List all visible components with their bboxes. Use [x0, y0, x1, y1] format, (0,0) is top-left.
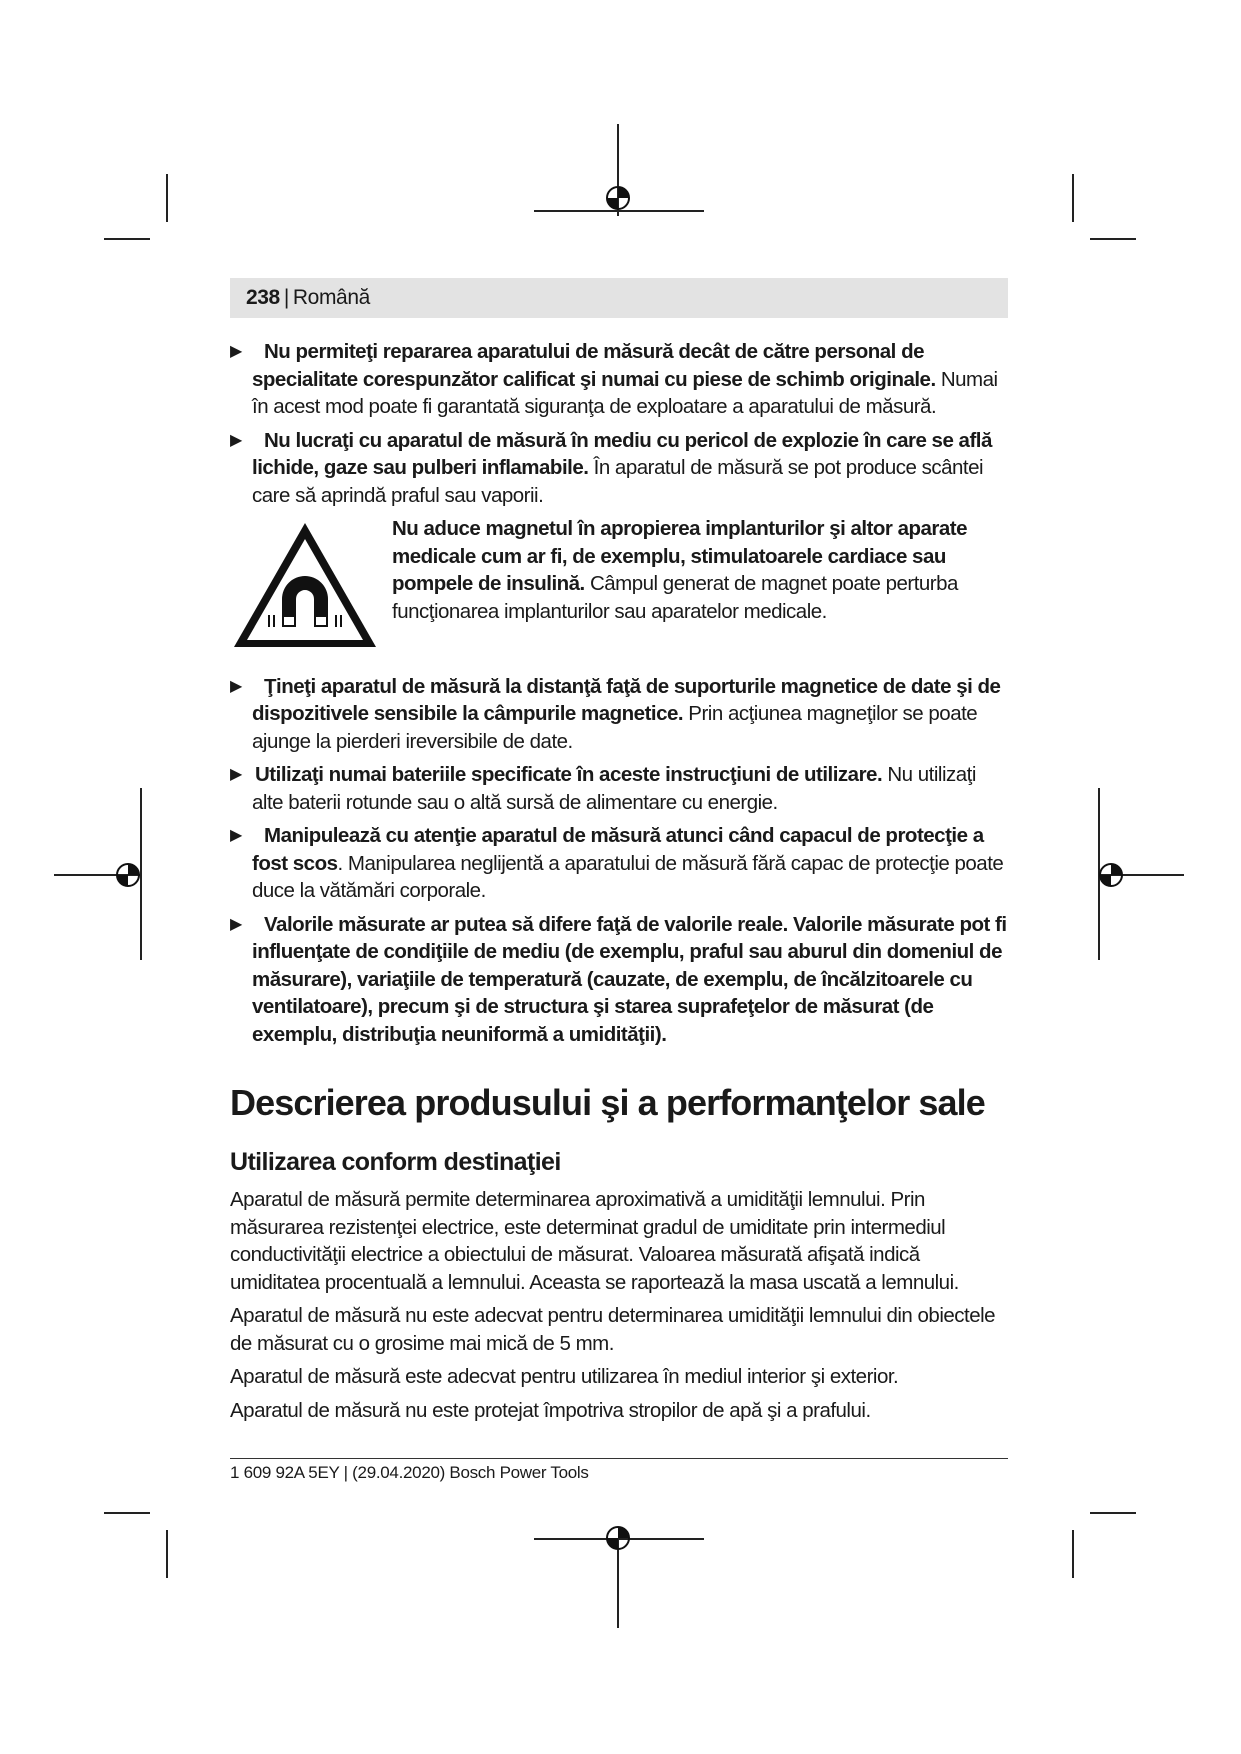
page-content — [230, 338, 1010, 1430]
safety-bullet — [230, 911, 1010, 1049]
bullet-bold-text: Ţineţi aparatul de măsură la distanţă faţă de suporturile magnetice de date şi de dispozitivele sensibile la câmpurile magnetice. — [252, 674, 1001, 725]
body-paragraph: Aparatul de măsură nu este adecvat pentru determinarea umidităţii lemnului din obiectele de măsurat cu o grosime mai mică de 5 mm. — [230, 1304, 996, 1355]
registration-target-icon — [601, 181, 635, 215]
page-header — [230, 278, 1008, 318]
registration-target-icon — [1094, 858, 1128, 892]
body-paragraph: Aparatul de măsură nu este protejat împotriva stropilor de apă şi a prafului. — [230, 1398, 871, 1422]
magnet-warning-icon — [230, 519, 380, 651]
safety-bullet — [230, 338, 1010, 421]
header-separator: | — [283, 286, 289, 309]
registration-target-icon — [601, 1521, 635, 1555]
bullet-triangle-icon: ▶ — [230, 677, 242, 695]
warning-text: Câmpul generat de magnet poate perturba funcţionarea implanturilor sau aparatelor medicale. — [392, 572, 958, 623]
footer-text: 1 609 92A 5EY | (29.04.2020) Bosch Power Tools — [230, 1463, 589, 1482]
safety-bullet — [230, 673, 1010, 756]
bullet-text: În aparatul de măsură se pot produce scântei care să aprindă praful sau vaporii. — [252, 456, 984, 507]
page-footer — [230, 1458, 1008, 1483]
bullet-triangle-icon: ▶ — [230, 827, 242, 844]
bullet-bold-text: Utilizaţi numai bateriile specificate în aceste instrucţiuni de utilizare. — [255, 763, 883, 786]
bullet-triangle-icon: ▶ — [230, 343, 242, 360]
body-paragraph: Aparatul de măsură este adecvat pentru utilizarea în mediul interior şi exterior. — [230, 1365, 899, 1388]
header-language: Română — [292, 286, 370, 309]
bullet-triangle-icon: ▶ — [230, 766, 242, 783]
magnet-warning — [230, 515, 1010, 659]
page-number: 238 — [246, 286, 280, 309]
safety-bullet — [230, 761, 1010, 816]
bullet-text: Nu utilizaţi alte baterii rotunde sau o altă sursă de alimentare cu energie. — [252, 763, 976, 814]
body-paragraph: Aparatul de măsură permite determinarea aproximativă a umidităţii lemnului. Prin măsurarea rezistenţei electrice, este determinat gradul de umiditate prin intermediul conductivităţii electrice a obiectului de măsurat. Valoarea măsurată afişată indică umiditatea procentuală a lemnului. Aceasta se raportează la masa uscată a lemnului. — [230, 1188, 959, 1294]
safety-bullet — [230, 822, 1010, 905]
bullet-bold-text: Manipulează cu atenţie aparatul de măsură atunci când capacul de protecţie a fost scos — [252, 824, 984, 875]
bullet-bold-text: Valorile măsurate ar putea să difere faţă de valorile reale. Valorile măsurate pot fi influenţate de condiţiile de mediu (de exemplu, praful sau aburul din domeniul de măsurare), variaţiile de temperatură (cauzate, de exemplu, de încălzitoarele cu ventilatoare), precum şi de structura şi starea suprafeţelor de măsurat (de exemplu, distribuţia neuniformă a umidităţii). — [252, 912, 1007, 1046]
registration-target-icon — [111, 858, 145, 892]
bullet-text: Numai în acest mod poate fi garantată siguranţa de exploatare a aparatului de măsură. — [252, 367, 998, 418]
bullet-text: . Manipularea neglijentă a aparatului de măsură fără capac de protecţie poate duce la vătămări corporale. — [252, 851, 1004, 902]
bullet-bold-text: Nu lucraţi cu aparatul de măsură în mediu cu pericol de explozie în care se află lichide, gaze sau pulberi inflamabile. — [252, 428, 992, 479]
subsection-title: Utilizarea conform destinaţiei — [230, 1148, 561, 1176]
section-title: Descrierea produsului şi a performanţelor sale — [230, 1082, 985, 1123]
safety-bullet — [230, 427, 1010, 510]
bullet-bold-text: Nu permiteţi repararea aparatului de măsură decât de către personal de specialitate corespunzător calificat şi numai cu piese de schimb originale. — [252, 340, 936, 391]
bullet-triangle-icon: ▶ — [230, 915, 242, 933]
bullet-text: Prin acţiunea magneţilor se poate ajunge la pierderi ireversibile de date. — [252, 702, 978, 753]
bullet-triangle-icon: ▶ — [230, 431, 242, 449]
warning-bold-text: Nu aduce magnetul în apropierea implanturilor şi altor aparate medicale cum ar fi, de exemplu, stimulatoarele cardiace sau pompele de insulină. — [392, 517, 968, 595]
